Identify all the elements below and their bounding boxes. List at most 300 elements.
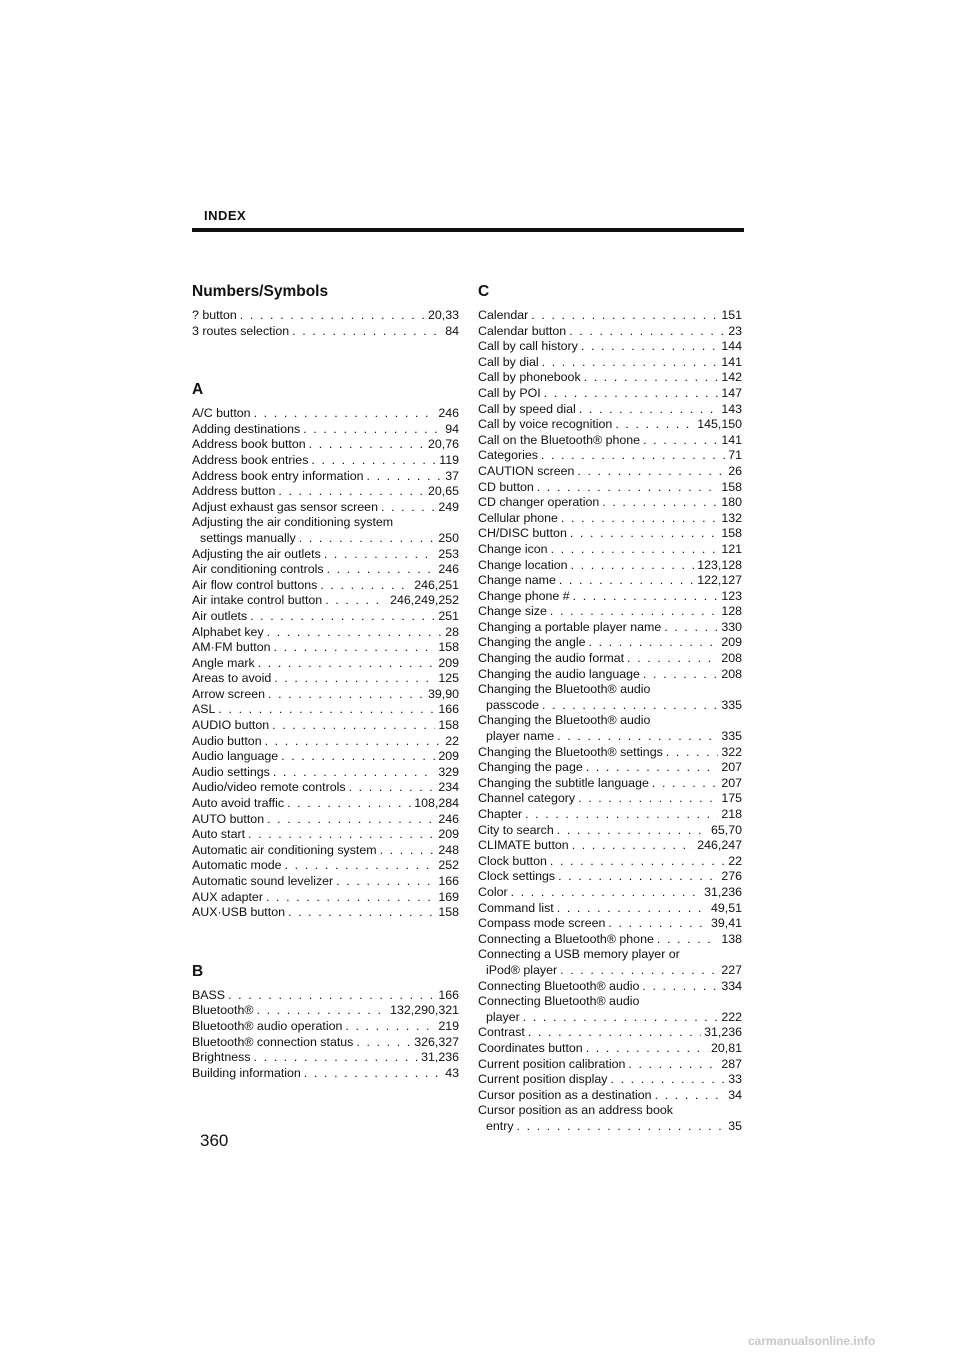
index-entry: [192, 765, 459, 781]
index-entry-pages: 142: [721, 370, 742, 385]
index-entry-term: Address book entries: [192, 452, 309, 467]
dot-leader: [559, 573, 694, 589]
index-entry-term: Audio button: [192, 733, 262, 748]
index-entry: [478, 480, 742, 496]
index-entry: [478, 854, 742, 870]
index-entry-pages: 326,327: [414, 1034, 459, 1049]
index-entry-term: Cursor position as a destination: [478, 1087, 652, 1102]
index-entry: [478, 589, 742, 605]
index-entry-term: BASS: [192, 987, 226, 1002]
dot-leader: [517, 1119, 726, 1135]
dot-leader: [254, 1050, 419, 1066]
index-entry-pages: 251: [438, 608, 459, 623]
index-entry-pages: 209: [438, 655, 459, 670]
dot-leader: [268, 687, 425, 703]
index-entry-term: 3 routes selection: [192, 323, 290, 338]
dot-leader: [267, 812, 435, 828]
index-entry-pages: 246: [438, 811, 459, 826]
index-entry: [478, 901, 742, 917]
index-entry: [192, 734, 459, 750]
index-entry-pages: 180: [721, 495, 742, 510]
dot-leader: [586, 1041, 708, 1057]
index-entry: [192, 1035, 459, 1051]
index-entry-pages: 34: [728, 1087, 742, 1102]
index-entry-pages: 222: [721, 1009, 742, 1024]
index-entry-term: Adding destinations: [192, 421, 301, 436]
index-entry-term: Building information: [192, 1065, 301, 1080]
index-entry-term: Alphabet key: [192, 624, 264, 639]
index-entry: [192, 1003, 459, 1019]
index-entry-pages: 20,76: [427, 437, 459, 452]
index-entry: [192, 1066, 459, 1082]
dot-leader: [586, 760, 719, 776]
index-entry: [478, 495, 742, 511]
index-entry-pages: 166: [438, 874, 459, 888]
index-entry-pages: 158: [438, 718, 459, 733]
dot-leader: [327, 562, 436, 578]
header-rule: [192, 228, 744, 232]
index-entry: [192, 858, 459, 874]
index-entry: [478, 667, 742, 683]
index-entry-pages: 330: [721, 619, 742, 634]
index-entry: [192, 796, 459, 812]
index-entry-pages: 246,251: [414, 577, 459, 592]
index-entry-pages: 151: [721, 308, 742, 322]
dot-leader: [602, 495, 718, 511]
index-entry-term: Auto start: [192, 827, 246, 842]
dot-leader: [610, 1072, 725, 1088]
index-entry-pages: 158: [721, 479, 742, 494]
index-entry-pages: 287: [721, 1056, 742, 1071]
watermark-text: carmanualsonline.info: [748, 1334, 876, 1348]
index-column-left: [192, 283, 459, 1081]
index-entry-term: CAUTION screen: [478, 463, 575, 478]
index-entry-pages: 20,65: [427, 484, 459, 499]
index-entry-pages: 209: [438, 827, 459, 842]
index-entry-pages: 158: [438, 905, 459, 920]
index-entry-term: Air intake control button: [192, 593, 323, 608]
dot-leader: [250, 609, 435, 625]
index-entry: [192, 469, 459, 485]
index-entry: [478, 979, 742, 995]
dot-leader: [666, 745, 719, 761]
index-entry: [192, 406, 459, 422]
dot-leader: [664, 620, 718, 636]
index-entry: [192, 593, 459, 609]
index-entry-pages: 144: [721, 339, 742, 354]
index-entry-term: Calendar: [478, 308, 529, 322]
index-column-right: [478, 283, 742, 1134]
index-entry: [192, 749, 459, 765]
dot-leader: [380, 843, 436, 859]
dot-leader: [311, 453, 436, 469]
index-entry: [478, 448, 742, 464]
index-entry-pages: 20,81: [710, 1040, 742, 1055]
index-entry-term: Change name: [478, 573, 556, 588]
dot-leader: [309, 437, 425, 453]
index-entry-term: iPod® player: [486, 962, 558, 977]
index-entry: [478, 542, 742, 558]
index-entry-term: Change size: [478, 604, 547, 619]
index-entry-pages: 250: [438, 530, 459, 545]
index-entry: [192, 874, 459, 890]
index-entry-term: player name: [486, 729, 555, 744]
index-entry-term: Compass mode screen: [478, 916, 606, 931]
index-entry-pages: 276: [721, 869, 742, 884]
index-entry-term: player: [486, 1009, 520, 1024]
index-entry: [478, 963, 742, 979]
dot-leader: [642, 979, 718, 995]
index-entry: [192, 547, 459, 563]
index-entry-term: Audio/video remote controls: [192, 780, 346, 795]
index-entry-line: Cursor position as an address book: [478, 1103, 673, 1118]
dot-leader: [345, 1019, 435, 1035]
dot-leader: [292, 324, 442, 340]
index-entry-term: AUTO button: [192, 811, 265, 826]
index-entry-term: Call by speed dial: [478, 401, 576, 416]
index-entry: [192, 656, 459, 672]
index-entry-term: Call by dial: [478, 354, 539, 369]
index-entry-pages: 169: [438, 889, 459, 904]
index-entry-term: Bluetooth® connection status: [192, 1034, 354, 1049]
index-entry: [192, 780, 459, 796]
index-entry-pages: 132: [721, 510, 742, 525]
index-entry: [478, 760, 742, 776]
index-entry: [478, 823, 742, 839]
index-entry-term: AUX·USB button: [192, 905, 285, 920]
dot-leader: [273, 765, 435, 781]
index-entry-term: Call on the Bluetooth® phone: [478, 432, 641, 447]
index-entry-pages: 65,70: [710, 822, 742, 837]
index-entry-pages: 122,127: [697, 573, 742, 588]
index-entry-pages: 219: [438, 1018, 459, 1033]
index-entry-pages: 246: [438, 406, 459, 421]
index-entry: [192, 640, 459, 656]
dot-leader: [258, 656, 436, 672]
dot-leader: [584, 370, 719, 386]
index-entry-term: AM·FM button: [192, 640, 271, 655]
index-entry-term: Calendar button: [478, 323, 567, 338]
index-entry-pages: 208: [721, 651, 742, 666]
index-entry: [192, 827, 459, 843]
index-entry-term: Contrast: [478, 1025, 525, 1040]
dot-leader: [228, 988, 435, 1004]
index-entry: [478, 573, 742, 589]
index-entry-term: Automatic mode: [192, 858, 282, 873]
index-entry: [192, 324, 459, 340]
dot-leader: [572, 838, 695, 854]
index-entry-pages: 37: [445, 468, 459, 483]
index-entry-term: Adjust exhaust gas sensor screen: [192, 499, 378, 514]
index-entry-term: Auto avoid traffic: [192, 796, 285, 811]
dot-leader: [281, 749, 435, 765]
index-entry-term: AUDIO button: [192, 718, 270, 733]
index-entry-pages: 209: [438, 749, 459, 764]
index-entry-term: Call by phonebook: [478, 370, 581, 385]
index-entry-term: Connecting a Bluetooth® phone: [478, 931, 654, 946]
index-entry-pages: 28: [445, 624, 459, 639]
index-entry-term: Arrow screen: [192, 686, 265, 701]
dot-leader: [356, 1035, 411, 1051]
dot-leader: [320, 578, 411, 594]
index-entry-pages: 147: [721, 385, 742, 400]
index-entry-pages: 23: [728, 323, 742, 338]
index-entry: [478, 339, 742, 355]
index-entry: [478, 916, 742, 932]
section-heading: C: [478, 283, 490, 300]
dot-leader: [615, 417, 694, 433]
index-entry-pages: 158: [438, 640, 459, 655]
index-entry-line: Changing the Bluetooth® audio: [478, 682, 651, 697]
dot-leader: [287, 796, 411, 812]
dot-leader: [274, 640, 436, 656]
index-entry-pages: 322: [721, 744, 742, 759]
index-entry: [478, 776, 742, 792]
index-entry-pages: 132,290,321: [390, 1003, 459, 1018]
index-entry: [478, 526, 742, 542]
index-entry-term: Areas to avoid: [192, 671, 272, 686]
dot-leader: [544, 386, 719, 402]
index-entry: [478, 745, 742, 761]
index-entry: [478, 1072, 742, 1088]
dot-leader: [299, 531, 436, 547]
dot-leader: [248, 827, 435, 843]
index-entry-term: Changing the audio format: [478, 651, 625, 666]
section-heading: Numbers/Symbols: [192, 283, 329, 300]
index-entry-term: Address book entry information: [192, 468, 364, 483]
dot-leader: [643, 433, 718, 449]
index-entry-pages: 31,236: [421, 1050, 459, 1065]
index-entry-term: CD changer operation: [478, 495, 600, 510]
index-entry-pages: 166: [438, 987, 459, 1002]
dot-leader: [569, 324, 725, 340]
index-entry: [478, 1025, 742, 1041]
index-entry-term: Changing the subtitle language: [478, 775, 649, 790]
dot-leader: [218, 702, 435, 718]
index-entry: [192, 843, 459, 859]
index-entry-term: Clock button: [478, 853, 547, 868]
dot-leader: [325, 593, 387, 609]
dot-leader: [288, 905, 435, 921]
index-entry-term: ? button: [192, 308, 237, 322]
dot-leader: [550, 854, 725, 870]
index-entry-pages: 207: [721, 760, 742, 775]
index-entry-term: Bluetooth® audio operation: [192, 1018, 343, 1033]
index-entry: [192, 453, 459, 469]
index-entry: [192, 578, 459, 594]
index-entry: [478, 620, 742, 636]
dot-leader: [657, 932, 718, 948]
index-entry-pages: 141: [721, 432, 742, 447]
index-entry-pages: 329: [438, 764, 459, 779]
index-entry-pages: 227: [721, 962, 742, 977]
dot-leader: [551, 542, 719, 558]
index-entry: [192, 718, 459, 734]
dot-leader: [557, 901, 708, 917]
dot-leader: [588, 635, 718, 651]
dot-leader: [257, 1003, 388, 1019]
index-entry-term: Changing a portable player name: [478, 619, 662, 634]
dot-leader: [561, 511, 718, 527]
index-entry-pages: 39,41: [710, 916, 742, 931]
index-entry-term: Cellular phone: [478, 510, 558, 525]
index-entry: [478, 838, 742, 854]
index-entry-pages: 166: [438, 702, 459, 717]
index-entry: [192, 484, 459, 500]
index-entry: [478, 604, 742, 620]
header-title: INDEX: [204, 208, 247, 223]
index-entry-line: Connecting a USB memory player or: [478, 947, 680, 962]
index-entry-term: Categories: [478, 448, 538, 463]
index-entry: [478, 932, 742, 948]
dot-leader: [608, 916, 708, 932]
index-entry-term: Address book button: [192, 437, 306, 452]
dot-leader: [627, 651, 718, 667]
index-entry-pages: 128: [721, 604, 742, 619]
index-entry-pages: 141: [721, 354, 742, 369]
page-number: 360: [200, 1131, 229, 1150]
index-entry-pages: 246,247: [697, 838, 742, 853]
dot-leader: [528, 1025, 701, 1041]
index-entry-pages: 234: [438, 780, 459, 795]
dot-leader: [265, 734, 443, 750]
dot-leader: [336, 874, 435, 890]
index-entry-pages: 175: [721, 791, 742, 806]
index-entry: [478, 464, 742, 480]
section-b: [192, 963, 459, 1082]
index-entry: [192, 437, 459, 453]
index-entry: [478, 651, 742, 667]
index-entry-term: ASL: [192, 702, 216, 717]
index-entry-pages: 94: [445, 421, 459, 436]
index-entry-term: Call by voice recognition: [478, 417, 613, 432]
index-entry: [478, 1119, 742, 1135]
index-entry: [192, 609, 459, 625]
index-entry-pages: 43: [445, 1065, 459, 1080]
index-entry: [192, 1019, 459, 1035]
dot-leader: [581, 339, 718, 355]
index-entry: [478, 1041, 742, 1057]
index-entry-term: Address button: [192, 484, 276, 499]
index-entry-pages: 138: [721, 931, 742, 946]
section-numbers-symbols: [192, 283, 459, 339]
dot-leader: [537, 480, 719, 496]
index-entry-pages: 335: [721, 697, 742, 712]
index-entry: [192, 890, 459, 906]
dot-leader: [541, 448, 725, 464]
index-entry-pages: 108,284: [414, 796, 459, 811]
index-entry-pages: 26: [728, 463, 742, 478]
dot-leader: [571, 558, 695, 574]
index-entry: [192, 531, 459, 547]
dot-leader: [525, 807, 718, 823]
index-entry-term: Changing the audio language: [478, 666, 640, 681]
dot-leader: [652, 776, 718, 792]
index-entry-term: A/C button: [192, 406, 251, 421]
index-entry: [478, 417, 742, 433]
index-entry: [192, 687, 459, 703]
dot-leader: [303, 422, 442, 438]
dot-leader: [240, 308, 425, 324]
dot-leader: [628, 1057, 718, 1073]
index-entry: [192, 1050, 459, 1066]
dot-leader: [324, 547, 436, 563]
dot-leader: [560, 963, 718, 979]
index-entry-term: Command list: [478, 900, 554, 915]
section-heading: B: [192, 962, 204, 980]
dot-leader: [254, 406, 436, 422]
dot-leader: [531, 308, 718, 324]
index-entry-pages: 20,33: [427, 308, 459, 322]
index-entry-pages: 84: [445, 323, 459, 338]
index-entry: [192, 702, 459, 718]
dot-leader: [542, 355, 719, 371]
index-entry: [478, 869, 742, 885]
index-entry-pages: 209: [721, 635, 742, 650]
index-entry-term: Channel category: [478, 791, 576, 806]
dot-leader: [381, 500, 435, 516]
index-entry-term: Call by call history: [478, 339, 578, 354]
index-entry-term: CD button: [478, 479, 534, 494]
dot-leader: [267, 625, 443, 641]
dot-leader: [550, 604, 718, 620]
index-entry-term: Change phone #: [478, 588, 570, 603]
index-entry: [192, 671, 459, 687]
index-entry-pages: 248: [438, 842, 459, 857]
index-entry-term: Clock settings: [478, 869, 556, 884]
index-entry-line: Connecting Bluetooth® audio: [478, 994, 640, 1009]
index-entry: [192, 422, 459, 438]
index-entry: [478, 370, 742, 386]
index-entry-term: Audio settings: [192, 764, 270, 779]
index-entry-pages: 143: [721, 401, 742, 416]
dot-leader: [304, 1066, 442, 1082]
index-entry-term: Change icon: [478, 541, 548, 556]
index-entry-pages: 218: [721, 807, 742, 821]
index-entry: [478, 791, 742, 807]
dot-leader: [274, 671, 435, 687]
index-entry-pages: 246,249,252: [390, 593, 459, 608]
index-entry-term: Changing the page: [478, 760, 583, 775]
index-entry-pages: 31,236: [704, 1025, 742, 1040]
index-entry-pages: 22: [445, 733, 459, 748]
index-entry: [478, 1088, 742, 1104]
section-a: [192, 381, 459, 921]
dot-leader: [285, 858, 436, 874]
index-entry: [478, 698, 742, 714]
index-entry-pages: 119: [439, 452, 459, 467]
index-entry-term: Air outlets: [192, 608, 248, 623]
index-entry-term: Adjusting the air outlets: [192, 546, 321, 561]
index-entry-pages: 33: [728, 1072, 742, 1087]
index-entry-pages: 207: [721, 775, 742, 790]
index-entry: [478, 324, 742, 340]
index-entry-term: entry: [486, 1118, 514, 1133]
index-entry-term: Changing the angle: [478, 635, 586, 650]
index-entry-line: Adjusting the air conditioning system: [192, 515, 394, 530]
index-entry: [192, 308, 459, 324]
index-entry: [478, 355, 742, 371]
index-entry-pages: 335: [721, 729, 742, 744]
dot-leader: [557, 729, 718, 745]
index-entry-term: Changing the Bluetooth® settings: [478, 744, 663, 759]
index-entry-pages: 125: [438, 671, 459, 686]
index-entry-term: Automatic air conditioning system: [192, 842, 377, 857]
index-entry-pages: 208: [721, 666, 742, 681]
index-entry: [478, 511, 742, 527]
section-heading: A: [192, 381, 204, 399]
index-entry-term: CH/DISC button: [478, 526, 567, 541]
